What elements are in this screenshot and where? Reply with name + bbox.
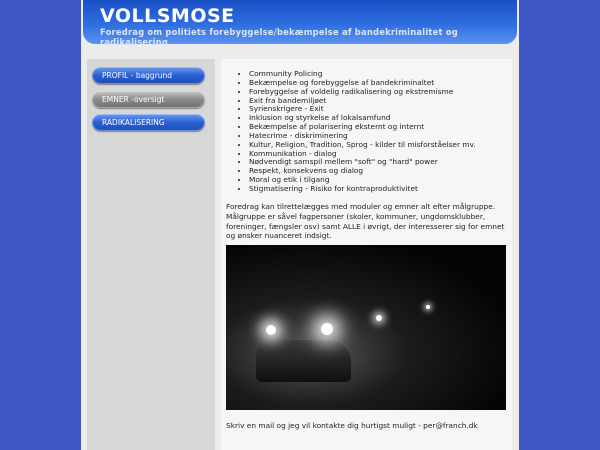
list-item: • Kultur, Religion, Tradition, Sprog - kilder til misforståelser mv. — [249, 141, 519, 150]
list-item: • Stigmatisering - Risiko for kontraproduktivitet — [249, 185, 519, 194]
list-item: • Bekæmpelse af polarisering eksternt og internt — [249, 123, 519, 132]
police-car-photo — [226, 245, 506, 410]
list-item: • Respekt, konsekvens og dialog — [249, 167, 519, 176]
list-item: • Forebyggelse af voldelig radikalisering og ekstremisme — [249, 88, 519, 97]
street-light — [426, 305, 430, 309]
site-subtitle: Foredrag om politiets forebyggelse/bekæmpelse af bandekriminalitet og radikalisering — [100, 27, 458, 47]
street-light — [376, 315, 382, 321]
list-item: • Exit fra bandemiljøet — [249, 97, 519, 106]
site-title: VOLLSMOSE — [100, 5, 235, 27]
intro-paragraph: Foredrag kan tilrettelægges med moduler og emner alt efter målgruppe. Målgruppe er såvel fagpersoner (skoler, kommuner, ungdomsklubber, foreninger, fængsler osv) samt ALLE i øvrigt, der interesserer sig for emnet og ønsker nuanceret indsigt. — [226, 202, 505, 241]
list-item: • Syrienskrigere - Exit — [249, 105, 519, 114]
nav-profil-button[interactable]: PROFIL - baggrund — [92, 67, 205, 84]
nav-radikalisering-button[interactable]: RADIKALISERING — [92, 114, 205, 131]
list-item: • Bekæmpelse og forebyggelse af bandekriminaltet — [249, 79, 519, 88]
list-item: • Moral og etik i tilgang — [249, 176, 519, 185]
list-item: • Inklusion og styrkelse af lokalsamfund — [249, 114, 519, 123]
topics-list — [238, 70, 519, 194]
list-item: • Kommunikation - dialog — [249, 150, 519, 159]
list-item: • Hatecrime - diskriminering — [249, 132, 519, 141]
police-car-shape — [256, 340, 351, 382]
contact-text: Skriv en mail og jeg vil kontakte dig hurtigst muligt - per@franch.dk — [226, 421, 478, 430]
list-item: • Nødvendigt samspil mellem "soft" og "hard" power — [249, 158, 519, 167]
headlight-glow — [266, 325, 276, 335]
nav-emner-button[interactable]: EMNER -oversigt — [92, 91, 205, 108]
list-item: • Community Policing — [249, 70, 519, 79]
headlight-glow — [321, 323, 333, 335]
